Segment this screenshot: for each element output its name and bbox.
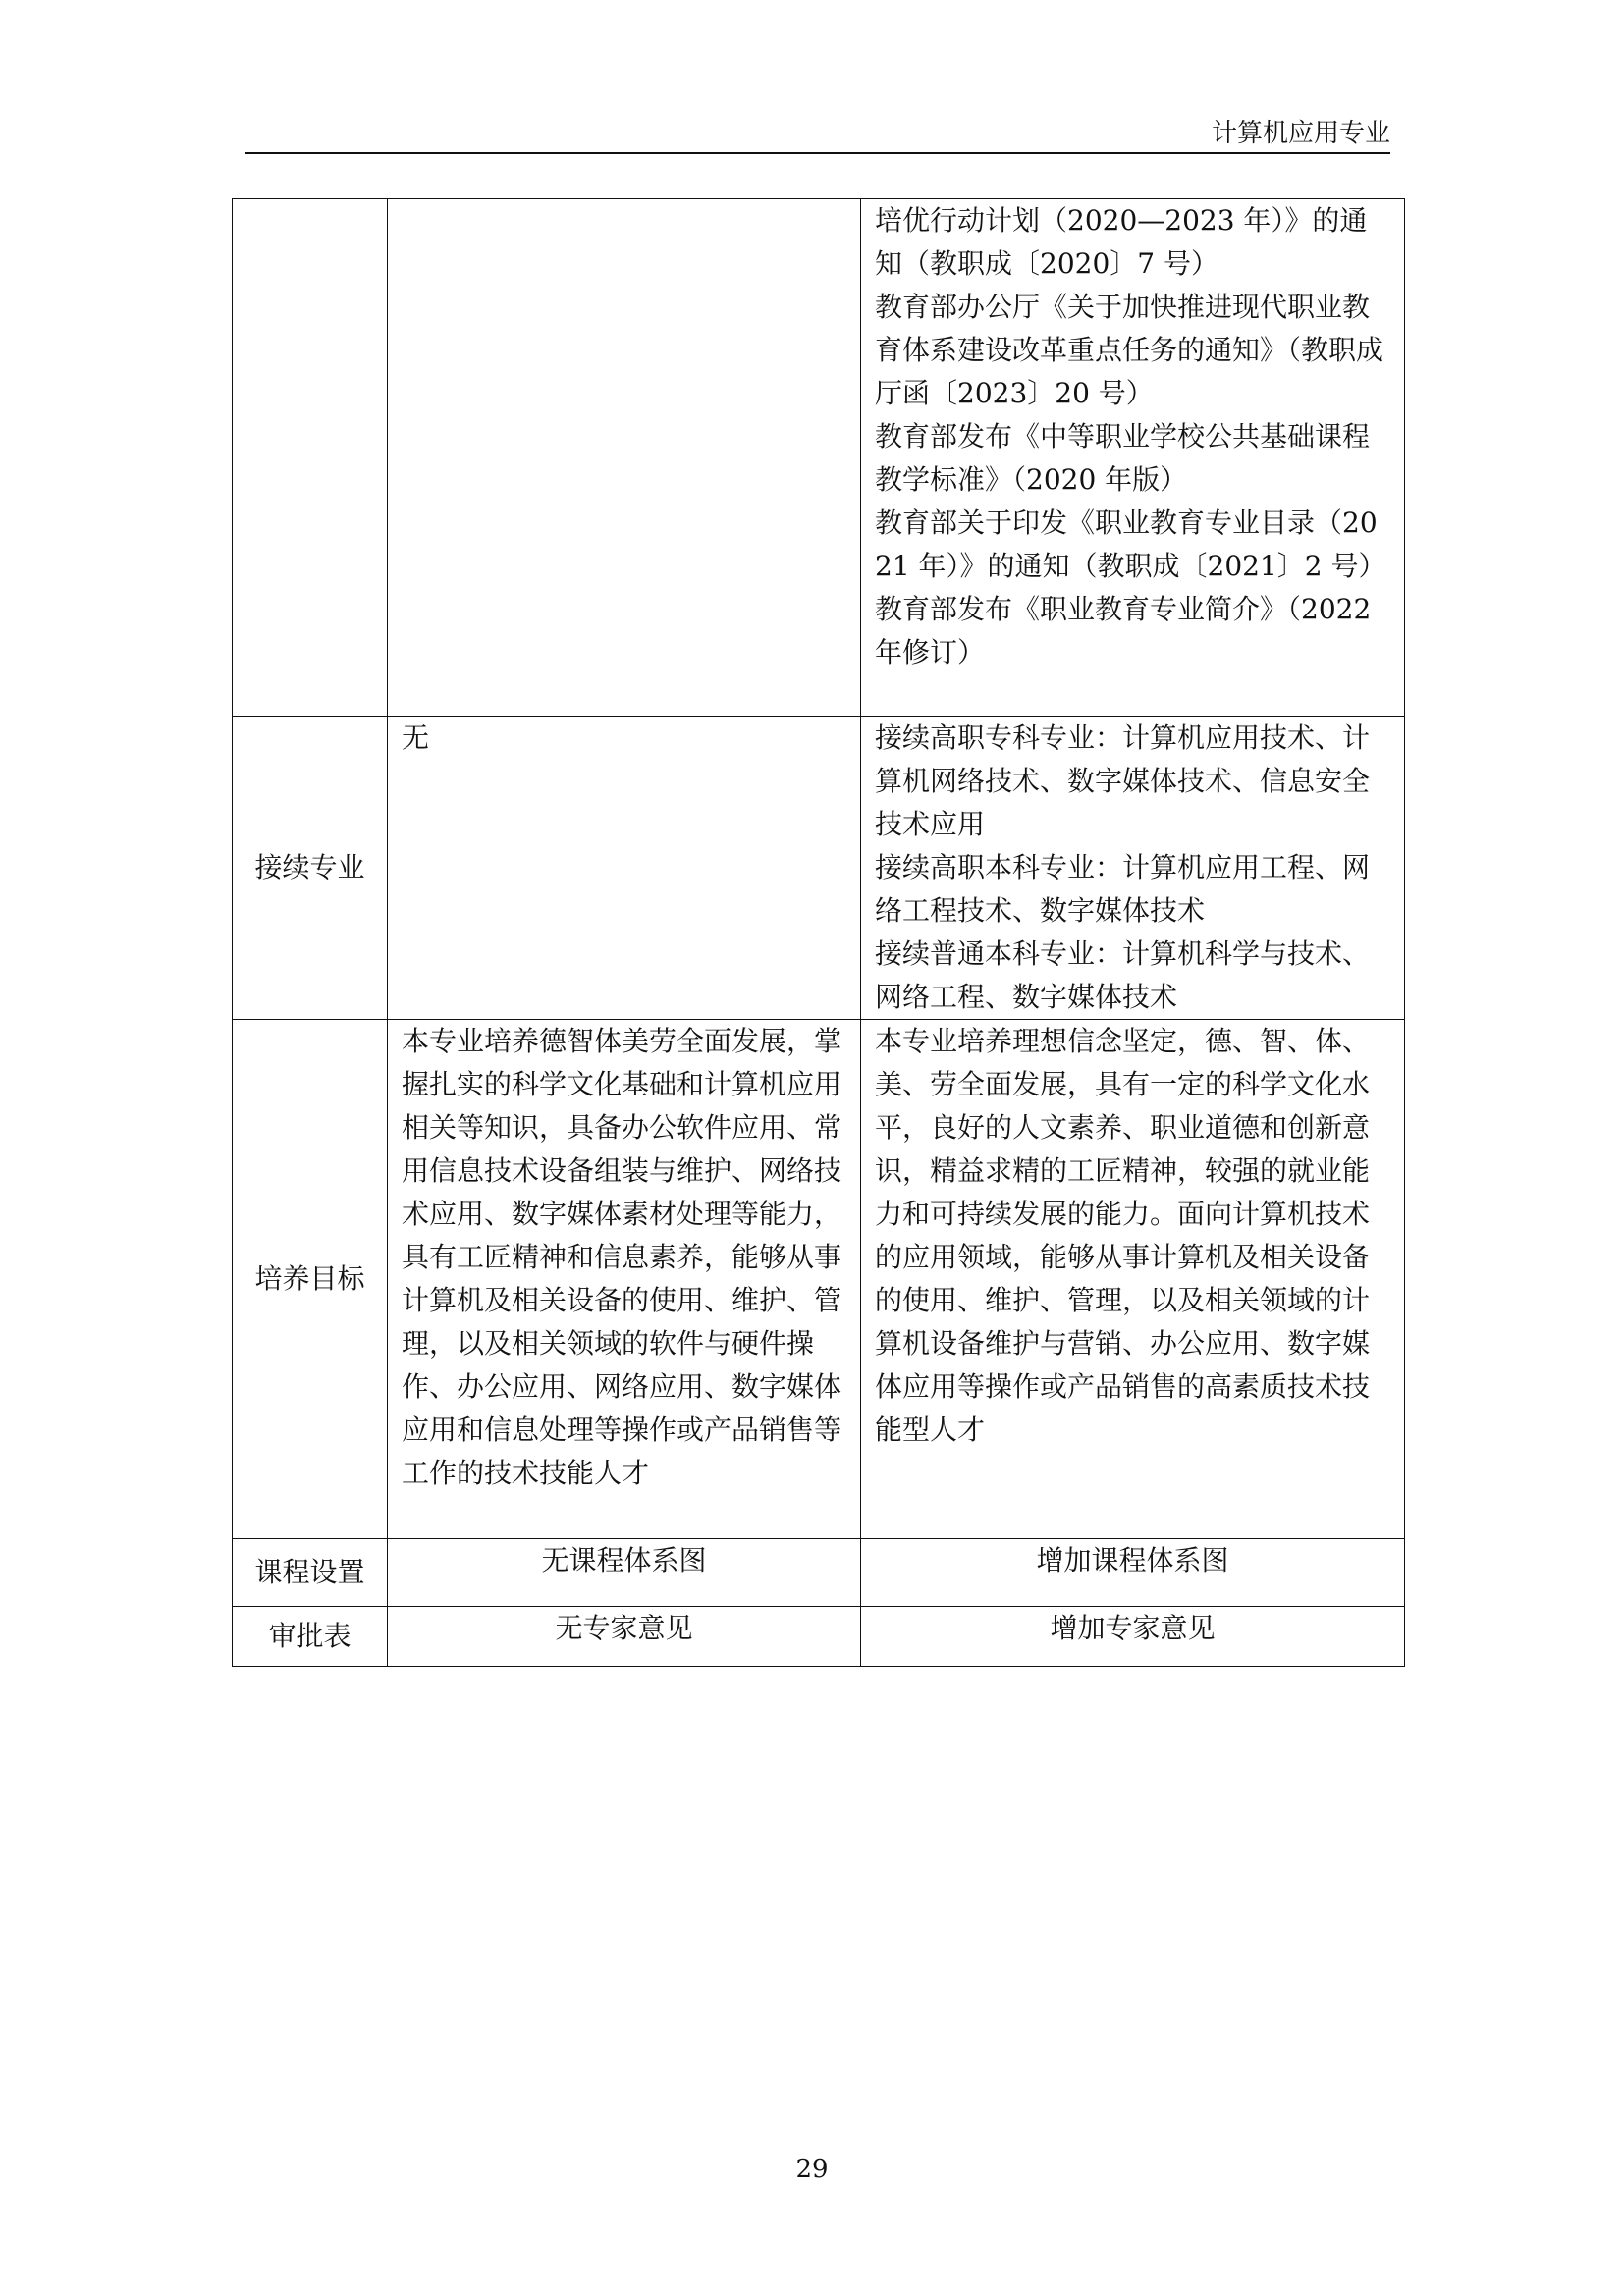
course-setup-new-cell: 增加课程体系图 <box>861 1539 1405 1607</box>
comparison-table <box>232 198 1405 1667</box>
training-goal-new-cell: 本专业培养理想信念坚定，德、智、体、美、劳全面发展，具有一定的科学文化水平，良好的人文素养、职业道德和创新意识，精益求精的工匠精神，较强的就业能力和可持续发展的能力。面向计算机技术的应用领域，能够从事计算机及相关设备的使用、维护、管理，以及相关领域的计算机设备维护与营销、办公应用、数字媒体应用等操作或产品销售的高素质技术技能型人才 <box>861 1020 1405 1539</box>
running-header-title: 计算机应用专业 <box>1211 119 1390 148</box>
training-goal-old-cell: 本专业培养德智体美劳全面发展，掌握扎实的科学文化基础和计算机应用相关等知识，具备办公软件应用、常用信息技术设备组装与维护、网络技术应用、数字媒体素材处理等能力，具有工匠精神和信息素养，能够从事计算机及相关设备的使用、维护、管理，以及相关领域的软件与硬件操作、办公应用、网络应用、数字媒体应用和信息处理等操作或产品销售等工作的技术技能人才 <box>388 1020 861 1539</box>
basis-label-cell <box>233 199 388 717</box>
basis-new-item: 教育部发布《职业教育专业简介》（2022 年修订） <box>875 593 1372 668</box>
approval-form-new-cell: 增加专家意见 <box>861 1607 1405 1667</box>
basis-new-item: 教育部关于印发《职业教育专业目录（2021 年）》的通知（教职成〔2021〕2 号） <box>875 507 1386 582</box>
continuing-major-new-cell <box>861 717 1405 1020</box>
page-number: 29 <box>795 2155 829 2184</box>
table-row-approval-form <box>233 1607 1405 1667</box>
continuing-major-label: 接续专业 <box>233 717 388 1020</box>
course-setup-old-cell: 无课程体系图 <box>388 1539 861 1607</box>
continuing-major-new-item: 接续普通本科专业：计算机科学与技术、网络工程、数字媒体技术 <box>875 937 1371 1013</box>
table-row-training-goal <box>233 1020 1405 1539</box>
approval-form-label: 审批表 <box>233 1607 388 1667</box>
basis-old-cell <box>388 199 861 717</box>
approval-form-old-cell: 无专家意见 <box>388 1607 861 1667</box>
training-goal-label: 培养目标 <box>233 1020 388 1539</box>
basis-new-item: 教育部发布《中等职业学校公共基础课程教学标准》（2020 年版） <box>875 420 1371 496</box>
table-row-basis <box>233 199 1405 717</box>
table-row-continuing-major <box>233 717 1405 1020</box>
continuing-major-new-item: 接续高职专科专业：计算机应用技术、计算机网络技术、数字媒体技术、信息安全技术应用 <box>875 721 1371 840</box>
basis-new-item: 培优行动计划（2020—2023 年）》的通知（教职成〔2020〕7 号） <box>875 204 1368 280</box>
course-setup-label: 课程设置 <box>233 1539 388 1607</box>
basis-new-cell <box>861 199 1405 717</box>
table-row-course-setup <box>233 1539 1405 1607</box>
continuing-major-old-cell: 无 <box>388 717 861 1020</box>
header-rule <box>245 152 1390 154</box>
basis-new-item: 教育部办公厅《关于加快推进现代职业教育体系建设改革重点任务的通知》（教职成厅函〔2023〕20 号） <box>875 291 1384 409</box>
continuing-major-new-item: 接续高职本科专业：计算机应用工程、网络工程技术、数字媒体技术 <box>875 851 1371 927</box>
